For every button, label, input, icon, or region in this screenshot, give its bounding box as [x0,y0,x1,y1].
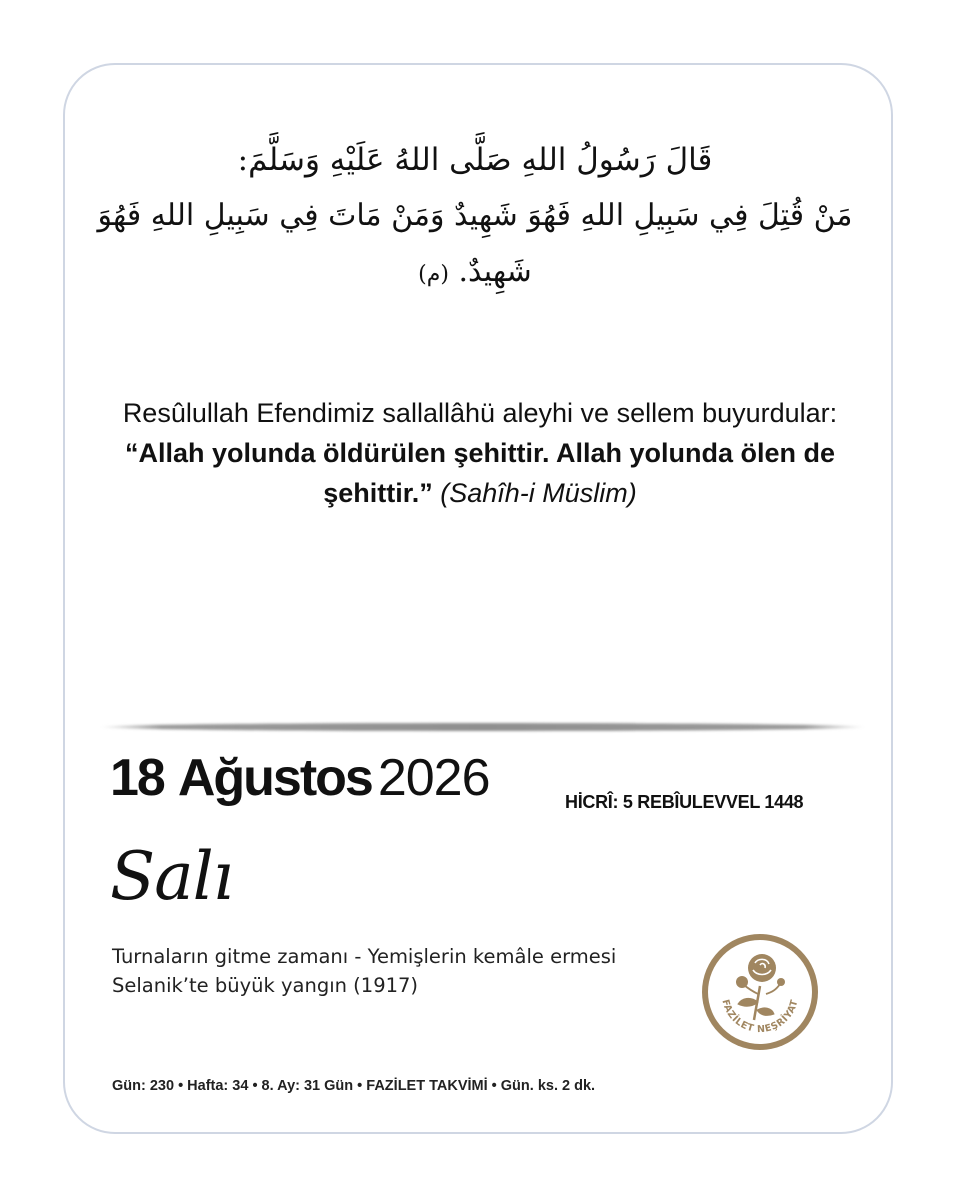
hadith-translation [100,393,860,513]
date-month: Ağustos [177,749,372,807]
publisher-logo [700,932,820,1052]
arabic-hadith [95,132,855,303]
arabic-line-1: قَالَ رَسُولُ اللهِ صَلَّى اللهُ عَلَيْهِ وَسَلَّمَ: [237,142,713,178]
arabic-source-mark: (م) [418,262,449,287]
translation-source: (Sahîh-i Müslim) [440,478,637,508]
date-day: 18 [110,749,164,807]
section-divider [100,723,865,731]
arabic-hadith-text: مَنْ قُتِلَ فِي سَبِيلِ اللهِ فَهُوَ شَهِيدٌ وَمَنْ مَاتَ فِي سَبِيلِ اللهِ فَهُوَ شَهِيدٌ. [97,198,853,289]
event-item: Turnaların gitme zamanı - Yemişlerin kemâle ermesi [112,945,617,968]
logo-text: FAZİLET NEŞRİYAT [719,998,801,1036]
weekday: Salı [110,838,233,915]
events-list [112,942,712,1000]
gregorian-date [110,748,490,808]
arabic-line-2 [95,188,855,303]
footer-info: Gün: 230 • Hafta: 34 • 8. Ay: 31 Gün • FAZİLET TAKVİMİ • Gün. ks. 2 dk. [112,1078,596,1094]
hijri-date: HİCRÎ: 5 REBÎULEVVEL 1448 [565,792,804,812]
date-year: 2026 [377,749,490,807]
translation-quote: “Allah yolunda öldürülen şehittir. Allah yolunda ölen de şehittir.” [124,438,836,508]
event-item: Selanik’te büyük yangın (1917) [112,974,419,997]
translation-intro: Resûlullah Efendimiz sallallâhü aleyhi ve sellem buyurdular: [122,398,838,428]
